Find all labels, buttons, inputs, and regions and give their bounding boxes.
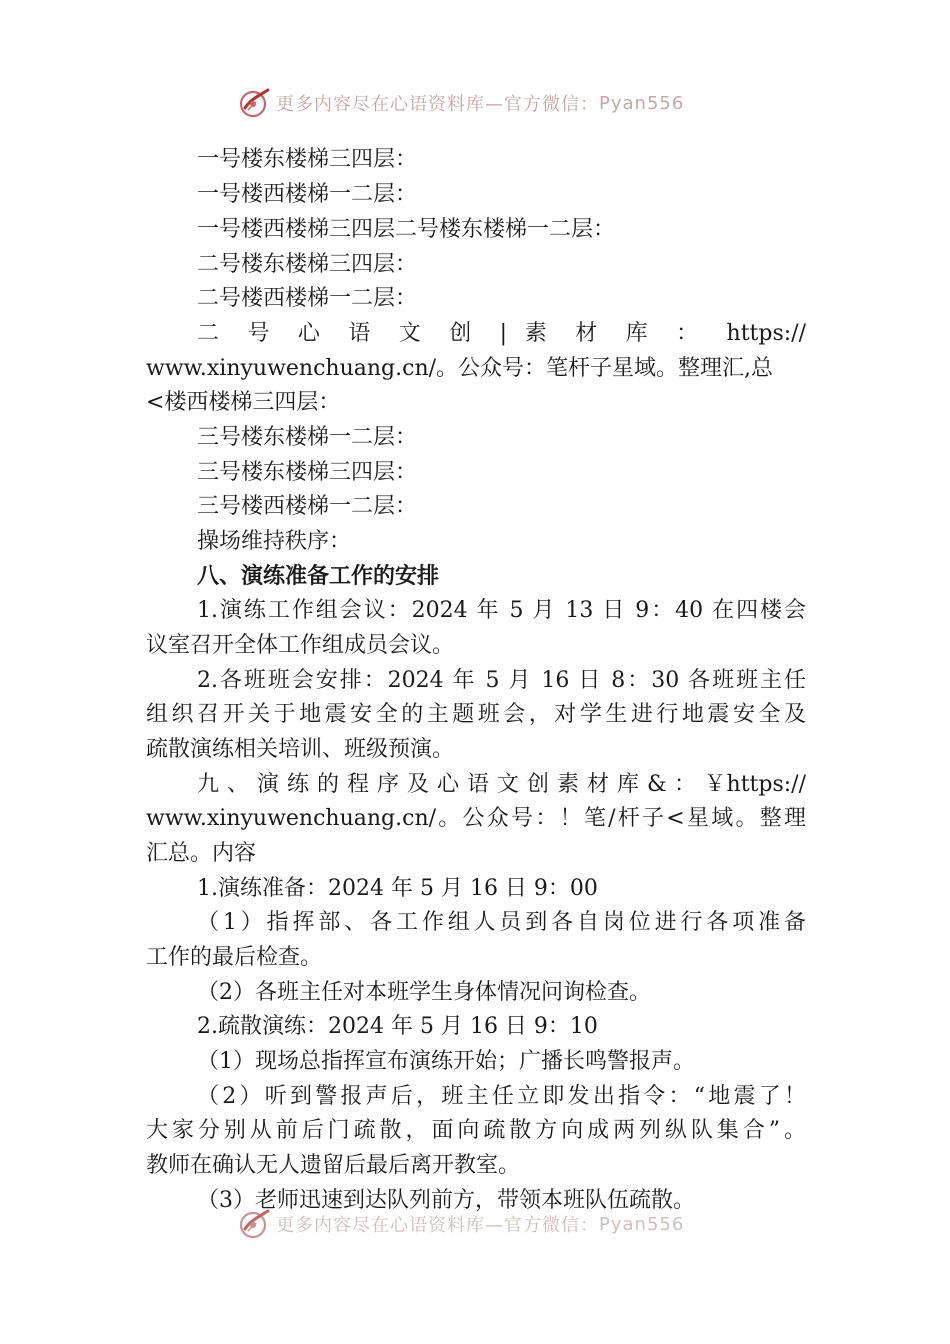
doc-line: （1）指挥部、各工作组人员到各自岗位进行各项准备 (197, 910, 806, 935)
doc-line: 疏散演练相关培训、班级预演。 (146, 737, 455, 762)
doc-line: 三号楼东楼梯三四层： (197, 460, 418, 485)
doc-line: 工作的最后检查。 (146, 945, 323, 970)
section-heading: 八、演练准备工作的安排 (197, 564, 440, 589)
pen-logo-icon (236, 1207, 274, 1241)
watermark-wechat-id: Pyan556 (599, 1213, 685, 1235)
pen-logo-icon (236, 86, 274, 120)
doc-line: 三号楼西楼梯一二层： (197, 494, 418, 519)
doc-line: 教师在确认无人遗留后最后离开教室。 (146, 1153, 521, 1178)
doc-line: （2）各班主任对本班学生身体情况问询检查。 (197, 980, 651, 1005)
doc-line: 1.演练准备：2024 年 5 月 16 日 9：00 (197, 876, 598, 901)
watermark-banner-top (236, 86, 684, 120)
doc-line: 三号楼东楼梯一二层： (197, 425, 418, 450)
doc-line: www.xinyuwenchuang.cn/。公众号：笔杆子星域。整理汇,总 (146, 356, 774, 381)
section-heading: 九 、 演 练 的 程 序 及 心 语 文 创 素 材 库 & ： ￥https:// (197, 772, 806, 797)
doc-line: （1）现场总指挥宣布演练开始；广播长鸣警报声。 (197, 1049, 695, 1074)
watermark-wechat-id: Pyan556 (599, 92, 685, 114)
doc-line: 汇总。内容 (146, 841, 257, 866)
doc-line: 二号楼西楼梯一二层： (197, 286, 418, 311)
doc-line: 组织召开关于地震安全的主题班会，对学生进行地震安全及 (146, 702, 806, 727)
doc-line: www.xinyuwenchuang.cn/。公众号：！笔/杆子<星域。整理 (146, 806, 806, 831)
doc-line: 操场维持秩序： (197, 529, 352, 554)
doc-line: 一号楼东楼梯三四层： (197, 147, 418, 172)
doc-line: 2.疏散演练：2024 年 5 月 16 日 9：10 (197, 1014, 598, 1039)
doc-line: <楼西楼梯三四层： (146, 390, 341, 415)
doc-line: 一号楼西楼梯三四层二号楼东楼梯一二层： (197, 217, 616, 242)
doc-line: 1.演练工作组会议：2024 年 5 月 13 日 9：40 在四楼会 (197, 598, 806, 623)
doc-line: （3）老师迅速到达队列前方，带领本班队伍疏散。 (197, 1188, 695, 1213)
watermark-text: 更多内容尽在心语资料库—官方微信： (276, 1215, 599, 1236)
watermark-banner-bottom (236, 1207, 684, 1241)
doc-line: 二 号 心 语 文 创 | 素 材 库 ： https:// (197, 321, 806, 346)
doc-line: 一号楼西楼梯一二层： (197, 182, 418, 207)
doc-line: 大家分别从前后门疏散，面向疏散方向成两列纵队集合”。 (146, 1118, 806, 1143)
doc-line: （2）听到警报声后，班主任立即发出指令：“地震了！ (197, 1084, 806, 1109)
doc-line: 二号楼东楼梯三四层： (197, 252, 418, 277)
watermark-text: 更多内容尽在心语资料库—官方微信： (276, 94, 599, 115)
doc-line: 议室召开全体工作组成员会议。 (146, 633, 455, 658)
doc-line: 2.各班班会安排：2024 年 5 月 16 日 8：30 各班班主任 (197, 668, 806, 693)
